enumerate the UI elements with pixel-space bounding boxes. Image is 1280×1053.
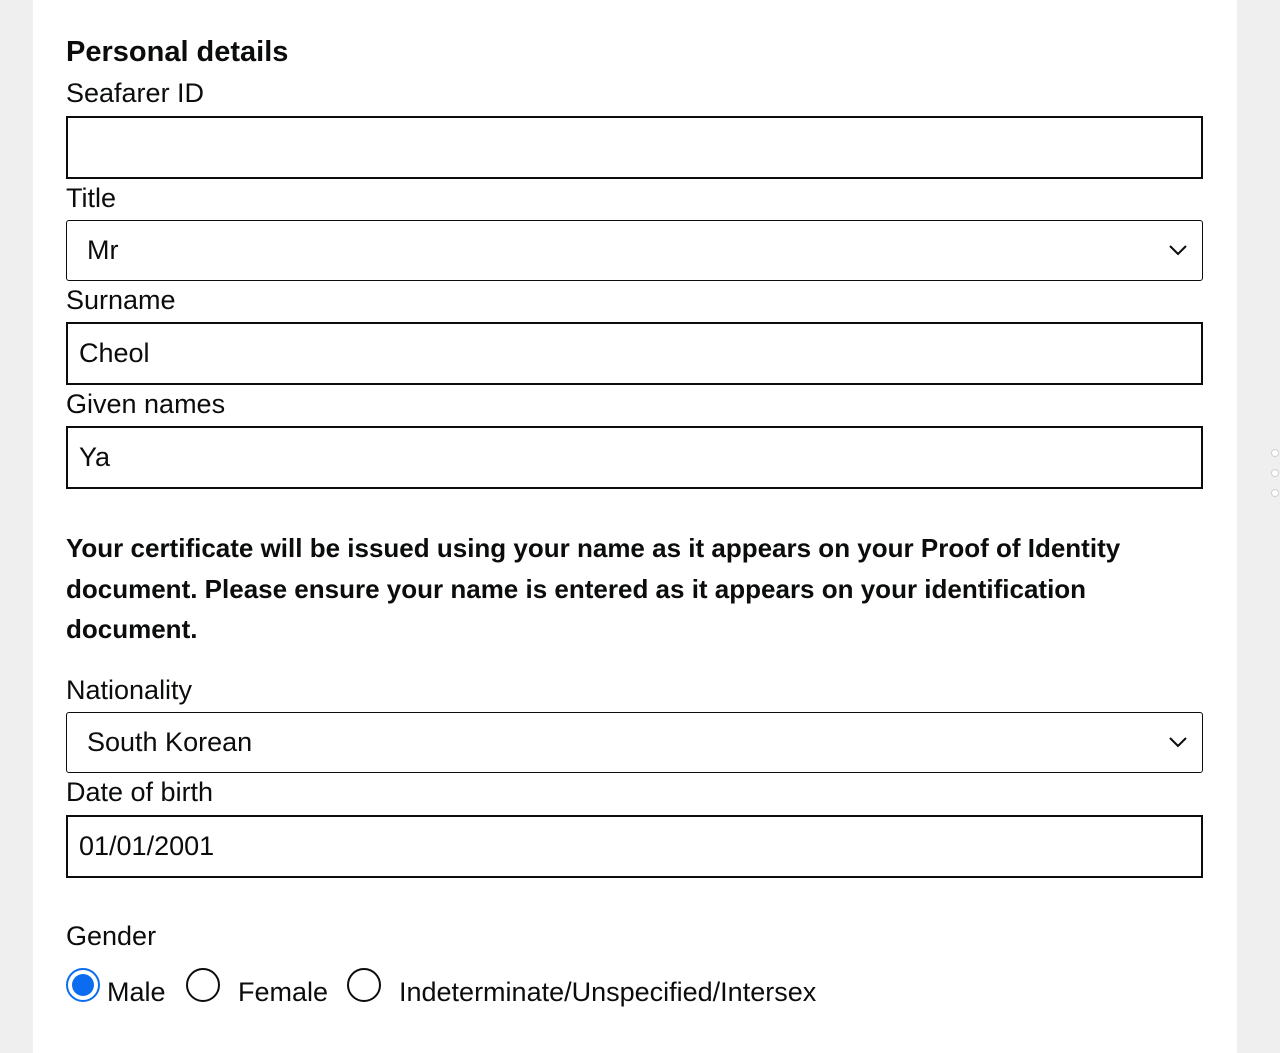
menu-dot: [1272, 470, 1278, 476]
gender-radio-female-label[interactable]: Female: [238, 977, 329, 1007]
form-page: [33, 0, 1237, 1053]
chevron-down-icon: [1168, 240, 1188, 260]
title-select-value: Mr: [87, 235, 119, 265]
name-notice: Your certificate will be issued using your name as it appears on your Proof of Identity document. Please ensure your name is entered as it appears on your identification document.: [66, 533, 1121, 644]
surname-input[interactable]: [66, 322, 1203, 385]
gender-radio-group: [66, 966, 1203, 1006]
chevron-down-icon: [1168, 732, 1188, 752]
gender-radio-male[interactable]: [66, 968, 100, 1002]
nationality-select[interactable]: [66, 712, 1203, 773]
nationality-label: Nationality: [66, 675, 193, 705]
more-vertical-icon[interactable]: [1272, 450, 1278, 510]
gender-label: Gender: [66, 921, 157, 951]
gender-radio-male-label[interactable]: Male: [107, 977, 166, 1007]
nationality-select-value: South Korean: [87, 727, 253, 757]
surname-label: Surname: [66, 285, 176, 315]
title-label: Title: [66, 183, 117, 213]
given-names-input[interactable]: [66, 426, 1203, 489]
date-of-birth-input[interactable]: [66, 815, 1203, 878]
date-of-birth-label: Date of birth: [66, 777, 214, 807]
seafarer-id-input[interactable]: [66, 116, 1203, 179]
menu-dot: [1272, 450, 1278, 456]
gender-radio-female[interactable]: [186, 968, 220, 1002]
seafarer-id-label: Seafarer ID: [66, 78, 205, 108]
given-names-label: Given names: [66, 389, 226, 419]
section-title: Personal details: [66, 36, 289, 68]
gender-radio-indeterminate-label[interactable]: Indeterminate/Unspecified/Intersex: [399, 977, 817, 1007]
title-select[interactable]: [66, 220, 1203, 281]
menu-dot: [1272, 490, 1278, 496]
radio-selected-dot: [72, 974, 94, 996]
gender-radio-indeterminate[interactable]: [347, 968, 381, 1002]
